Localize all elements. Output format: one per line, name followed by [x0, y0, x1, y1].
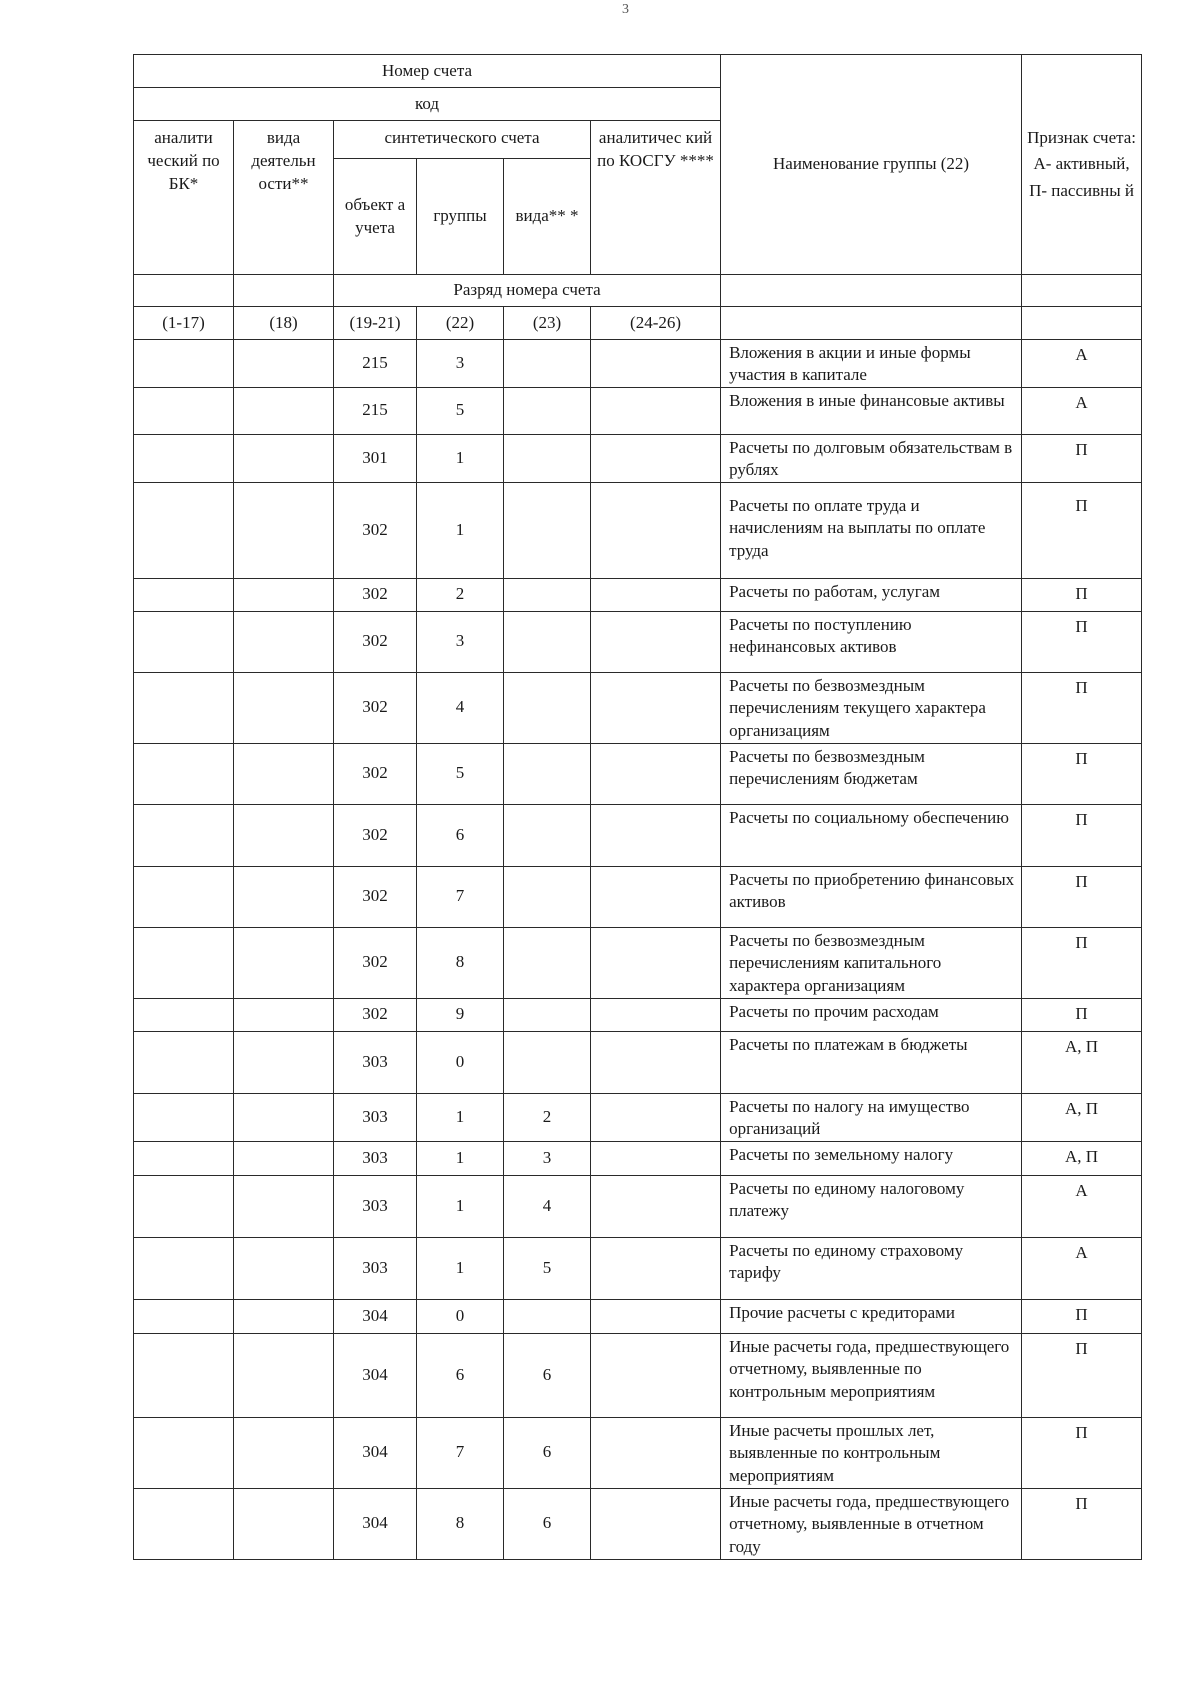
header-analytic-kosgu: аналитичес кий по КОСГУ ****	[591, 121, 721, 275]
cell-account-sign: П	[1022, 866, 1142, 927]
cell-group: 1	[417, 482, 504, 578]
cell-group: 3	[417, 340, 504, 388]
cell-kind	[504, 866, 591, 927]
cell-object: 303	[334, 1141, 417, 1175]
digit-label: (19-21)	[334, 307, 417, 340]
table-row	[134, 998, 1142, 1031]
cell-kosgu	[591, 743, 721, 804]
cell-account-sign: П	[1022, 1417, 1142, 1488]
cell-kind: 5	[504, 1237, 591, 1299]
cell-object: 302	[334, 672, 417, 743]
header-digit-blank-3	[721, 275, 1022, 307]
cell-analytic-bk	[134, 611, 234, 672]
table-row	[134, 434, 1142, 482]
cell-account-sign: П	[1022, 672, 1142, 743]
table-row	[134, 387, 1142, 434]
cell-analytic-bk	[134, 1141, 234, 1175]
table-header	[134, 55, 1142, 340]
cell-analytic-bk	[134, 1175, 234, 1237]
cell-kosgu	[591, 340, 721, 388]
header-digit-row: Разряд номера счета	[334, 275, 721, 307]
cell-group: 6	[417, 804, 504, 866]
table-row	[134, 672, 1142, 743]
cell-group-name: Расчеты по земельному налогу	[721, 1141, 1022, 1175]
cell-analytic-bk	[134, 578, 234, 611]
cell-activity-type	[234, 1031, 334, 1093]
cell-group: 5	[417, 387, 504, 434]
cell-group-name: Расчеты по безвозмездным перечислениям текущего характера организациям	[721, 672, 1022, 743]
cell-object: 303	[334, 1175, 417, 1237]
cell-kosgu	[591, 434, 721, 482]
cell-group: 8	[417, 927, 504, 998]
cell-kosgu	[591, 1237, 721, 1299]
cell-group: 7	[417, 866, 504, 927]
cell-kind	[504, 434, 591, 482]
cell-kind	[504, 482, 591, 578]
digit-label-blank	[721, 307, 1022, 340]
table-row	[134, 1175, 1142, 1237]
cell-kind	[504, 611, 591, 672]
cell-group: 1	[417, 434, 504, 482]
cell-activity-type	[234, 743, 334, 804]
cell-account-sign: А	[1022, 387, 1142, 434]
digit-label: (24-26)	[591, 307, 721, 340]
cell-activity-type	[234, 434, 334, 482]
cell-object: 304	[334, 1299, 417, 1333]
cell-activity-type	[234, 1299, 334, 1333]
cell-activity-type	[234, 804, 334, 866]
cell-group: 2	[417, 578, 504, 611]
cell-object: 215	[334, 340, 417, 388]
header-synthetic: синтетического счета	[334, 121, 591, 159]
cell-analytic-bk	[134, 1093, 234, 1141]
cell-object: 302	[334, 927, 417, 998]
cell-kind: 4	[504, 1175, 591, 1237]
cell-kosgu	[591, 1093, 721, 1141]
header-digit-blank-2	[234, 275, 334, 307]
table-row	[134, 1093, 1142, 1141]
table-row	[134, 743, 1142, 804]
cell-group-name: Расчеты по единому налоговому платежу	[721, 1175, 1022, 1237]
table-row	[134, 1333, 1142, 1417]
cell-account-sign: П	[1022, 611, 1142, 672]
cell-kind	[504, 672, 591, 743]
cell-analytic-bk	[134, 804, 234, 866]
cell-object: 303	[334, 1093, 417, 1141]
cell-activity-type	[234, 1141, 334, 1175]
table-row	[134, 1237, 1142, 1299]
cell-account-sign: П	[1022, 927, 1142, 998]
cell-group-name: Расчеты по оплате труда и начислениям на выплаты по оплате труда	[721, 482, 1022, 578]
cell-analytic-bk	[134, 387, 234, 434]
cell-kind: 6	[504, 1333, 591, 1417]
header-analytic-bk: аналити ческий по БК*	[134, 121, 234, 275]
cell-object: 302	[334, 998, 417, 1031]
cell-kind	[504, 387, 591, 434]
cell-object: 301	[334, 434, 417, 482]
cell-group: 1	[417, 1237, 504, 1299]
cell-kind: 6	[504, 1488, 591, 1559]
cell-group: 3	[417, 611, 504, 672]
cell-group: 1	[417, 1093, 504, 1141]
table-row	[134, 340, 1142, 388]
cell-activity-type	[234, 340, 334, 388]
cell-object: 302	[334, 866, 417, 927]
cell-object: 304	[334, 1488, 417, 1559]
cell-group-name: Расчеты по поступлению нефинансовых активов	[721, 611, 1022, 672]
cell-object: 303	[334, 1237, 417, 1299]
cell-account-sign: А	[1022, 1237, 1142, 1299]
cell-object: 302	[334, 804, 417, 866]
cell-activity-type	[234, 1488, 334, 1559]
cell-activity-type	[234, 866, 334, 927]
cell-kosgu	[591, 1417, 721, 1488]
cell-analytic-bk	[134, 1333, 234, 1417]
cell-object: 302	[334, 482, 417, 578]
cell-account-sign: П	[1022, 1299, 1142, 1333]
table-body	[134, 340, 1142, 1560]
cell-kind	[504, 1031, 591, 1093]
cell-group: 5	[417, 743, 504, 804]
header-kind: вида** *	[504, 159, 591, 275]
cell-analytic-bk	[134, 434, 234, 482]
cell-account-sign: П	[1022, 804, 1142, 866]
cell-activity-type	[234, 1093, 334, 1141]
cell-analytic-bk	[134, 1417, 234, 1488]
cell-analytic-bk	[134, 866, 234, 927]
cell-activity-type	[234, 387, 334, 434]
cell-analytic-bk	[134, 672, 234, 743]
digit-label-blank	[1022, 307, 1142, 340]
cell-account-sign: П	[1022, 578, 1142, 611]
cell-kosgu	[591, 927, 721, 998]
cell-activity-type	[234, 1175, 334, 1237]
cell-account-sign: А	[1022, 340, 1142, 388]
table-row	[134, 866, 1142, 927]
cell-group-name: Расчеты по работам, услугам	[721, 578, 1022, 611]
cell-account-sign: П	[1022, 1333, 1142, 1417]
digit-label: (22)	[417, 307, 504, 340]
cell-kosgu	[591, 672, 721, 743]
cell-kosgu	[591, 804, 721, 866]
table-row	[134, 1141, 1142, 1175]
cell-group: 9	[417, 998, 504, 1031]
header-object: объект а учета	[334, 159, 417, 275]
table-row	[134, 1031, 1142, 1093]
cell-kosgu	[591, 1031, 721, 1093]
cell-group-name: Иные расчеты года, предшествующего отчетному, выявленные по контрольным мероприятиям	[721, 1333, 1022, 1417]
digit-label: (23)	[504, 307, 591, 340]
cell-analytic-bk	[134, 998, 234, 1031]
cell-activity-type	[234, 1333, 334, 1417]
cell-object: 215	[334, 387, 417, 434]
cell-analytic-bk	[134, 1299, 234, 1333]
cell-kind	[504, 998, 591, 1031]
cell-kosgu	[591, 1488, 721, 1559]
cell-kosgu	[591, 1333, 721, 1417]
cell-activity-type	[234, 482, 334, 578]
cell-kosgu	[591, 611, 721, 672]
cell-kind: 2	[504, 1093, 591, 1141]
header-account-sign: Признак счета: А- активный, П- пассивны й	[1022, 55, 1142, 275]
cell-group: 8	[417, 1488, 504, 1559]
cell-object: 304	[334, 1333, 417, 1417]
header-digit-blank-4	[1022, 275, 1142, 307]
cell-group: 1	[417, 1175, 504, 1237]
cell-account-sign: А, П	[1022, 1031, 1142, 1093]
table-row	[134, 1488, 1142, 1559]
cell-group-name: Расчеты по платежам в бюджеты	[721, 1031, 1022, 1093]
table-row	[134, 927, 1142, 998]
cell-activity-type	[234, 611, 334, 672]
cell-object: 303	[334, 1031, 417, 1093]
cell-group: 0	[417, 1299, 504, 1333]
cell-analytic-bk	[134, 340, 234, 388]
cell-group: 7	[417, 1417, 504, 1488]
cell-group-name: Вложения в иные финансовые активы	[721, 387, 1022, 434]
cell-kosgu	[591, 1141, 721, 1175]
table-row	[134, 1417, 1142, 1488]
cell-kind: 3	[504, 1141, 591, 1175]
cell-kosgu	[591, 578, 721, 611]
cell-kosgu	[591, 998, 721, 1031]
cell-analytic-bk	[134, 1031, 234, 1093]
cell-group-name: Расчеты по приобретению финансовых активов	[721, 866, 1022, 927]
cell-group-name: Иные расчеты прошлых лет, выявленные по контрольным мероприятиям	[721, 1417, 1022, 1488]
cell-kind	[504, 743, 591, 804]
cell-account-sign: А	[1022, 1175, 1142, 1237]
page-number-mark: 3	[622, 2, 629, 17]
cell-kosgu	[591, 1175, 721, 1237]
cell-kind	[504, 1299, 591, 1333]
cell-kind	[504, 927, 591, 998]
digit-label: (18)	[234, 307, 334, 340]
cell-group-name: Вложения в акции и иные формы участия в капитале	[721, 340, 1022, 388]
digit-label: (1-17)	[134, 307, 234, 340]
header-group-name: Наименование группы (22)	[721, 55, 1022, 275]
table-row	[134, 578, 1142, 611]
cell-kosgu	[591, 387, 721, 434]
cell-account-sign: П	[1022, 434, 1142, 482]
table-row	[134, 482, 1142, 578]
header-activity-type: вида деятельн ости**	[234, 121, 334, 275]
table-row	[134, 611, 1142, 672]
cell-group-name: Расчеты по налогу на имущество организаций	[721, 1093, 1022, 1141]
table-row	[134, 804, 1142, 866]
cell-group: 1	[417, 1141, 504, 1175]
cell-activity-type	[234, 927, 334, 998]
cell-analytic-bk	[134, 482, 234, 578]
cell-object: 302	[334, 578, 417, 611]
cell-account-sign: А, П	[1022, 1093, 1142, 1141]
cell-account-sign: П	[1022, 1488, 1142, 1559]
chart-of-accounts-table	[133, 54, 1142, 1560]
cell-activity-type	[234, 672, 334, 743]
cell-kosgu	[591, 866, 721, 927]
cell-kind	[504, 340, 591, 388]
cell-analytic-bk	[134, 1237, 234, 1299]
cell-group-name: Иные расчеты года, предшествующего отчетному, выявленные в отчетном году	[721, 1488, 1022, 1559]
header-digit-blank-1	[134, 275, 234, 307]
cell-analytic-bk	[134, 1488, 234, 1559]
cell-group-name: Расчеты по долговым обязательствам в рублях	[721, 434, 1022, 482]
cell-group-name: Расчеты по прочим расходам	[721, 998, 1022, 1031]
header-group: группы	[417, 159, 504, 275]
cell-object: 302	[334, 611, 417, 672]
cell-object: 304	[334, 1417, 417, 1488]
cell-account-sign: А, П	[1022, 1141, 1142, 1175]
cell-account-sign: П	[1022, 998, 1142, 1031]
cell-group: 0	[417, 1031, 504, 1093]
cell-group-name: Прочие расчеты с кредиторами	[721, 1299, 1022, 1333]
cell-activity-type	[234, 578, 334, 611]
header-account-number: Номер счета	[134, 55, 721, 88]
cell-group-name: Расчеты по единому страховому тарифу	[721, 1237, 1022, 1299]
cell-group-name: Расчеты по безвозмездным перечислениям капитального характера организациям	[721, 927, 1022, 998]
cell-activity-type	[234, 1417, 334, 1488]
cell-analytic-bk	[134, 743, 234, 804]
cell-group-name: Расчеты по безвозмездным перечислениям бюджетам	[721, 743, 1022, 804]
header-code: код	[134, 88, 721, 121]
cell-kind	[504, 804, 591, 866]
cell-group: 4	[417, 672, 504, 743]
cell-object: 302	[334, 743, 417, 804]
cell-group: 6	[417, 1333, 504, 1417]
cell-group-name: Расчеты по социальному обеспечению	[721, 804, 1022, 866]
cell-kosgu	[591, 1299, 721, 1333]
cell-kind	[504, 578, 591, 611]
cell-account-sign: П	[1022, 482, 1142, 578]
cell-kosgu	[591, 482, 721, 578]
cell-activity-type	[234, 1237, 334, 1299]
cell-kind: 6	[504, 1417, 591, 1488]
cell-activity-type	[234, 998, 334, 1031]
cell-analytic-bk	[134, 927, 234, 998]
table-row	[134, 1299, 1142, 1333]
cell-account-sign: П	[1022, 743, 1142, 804]
